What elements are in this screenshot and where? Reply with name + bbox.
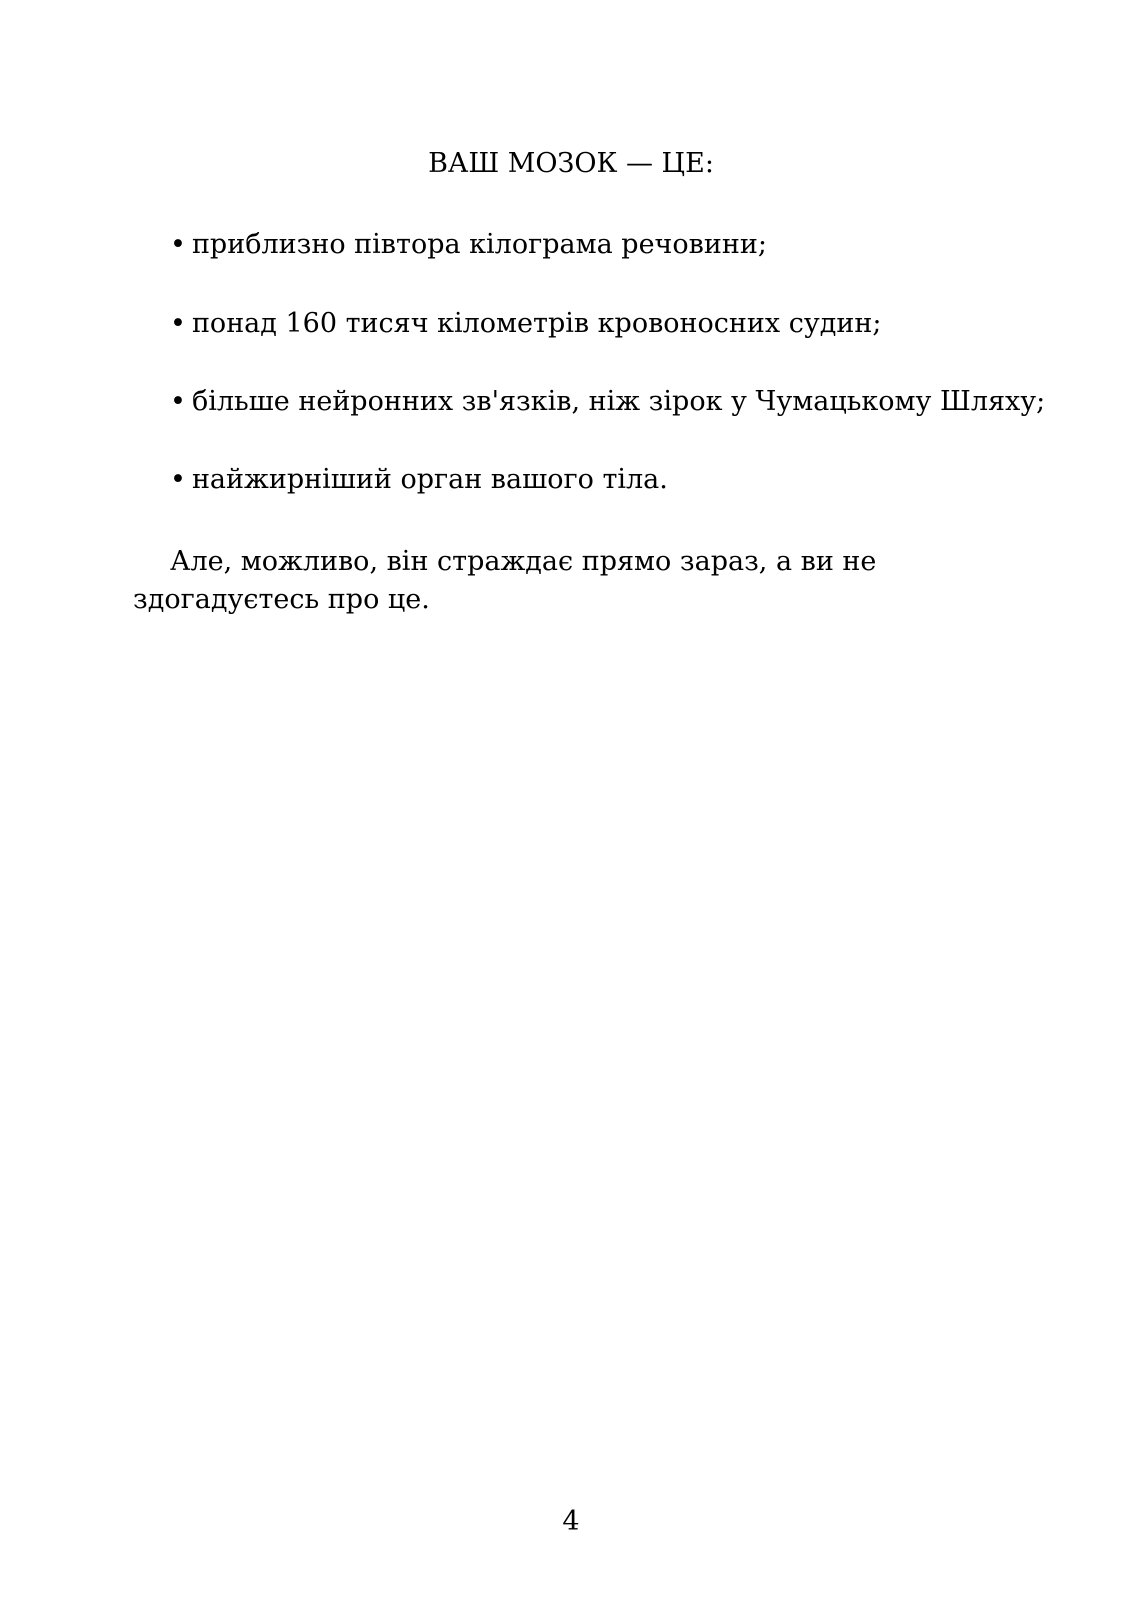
fact-list bbox=[170, 230, 1045, 543]
bullet-icon: • bbox=[170, 308, 186, 339]
body-paragraph: Але, можливо, він страждає прямо зараз, а ви не здогадуєтесь про це. bbox=[133, 546, 877, 615]
list-item bbox=[170, 465, 1045, 495]
bullet-icon: • bbox=[170, 386, 186, 417]
section-heading: ВАШ МОЗОК — ЦЕ: bbox=[428, 148, 714, 179]
list-item bbox=[170, 230, 1045, 260]
list-item-text: найжирніший орган вашого тіла. bbox=[191, 464, 668, 495]
bullet-icon: • bbox=[170, 464, 186, 495]
list-item bbox=[170, 309, 1045, 339]
list-item-text: приблизно півтора кілограма речовини; bbox=[191, 229, 767, 260]
list-item-text: більше нейронних зв'язків, ніж зірок у Чумацькому Шляху; bbox=[191, 386, 1046, 417]
page-number: 4 bbox=[562, 1506, 580, 1537]
list-item bbox=[170, 387, 1045, 417]
bullet-icon: • bbox=[170, 229, 186, 260]
list-item-text: понад 160 тисяч кілометрів кровоносних судин; bbox=[191, 308, 882, 339]
